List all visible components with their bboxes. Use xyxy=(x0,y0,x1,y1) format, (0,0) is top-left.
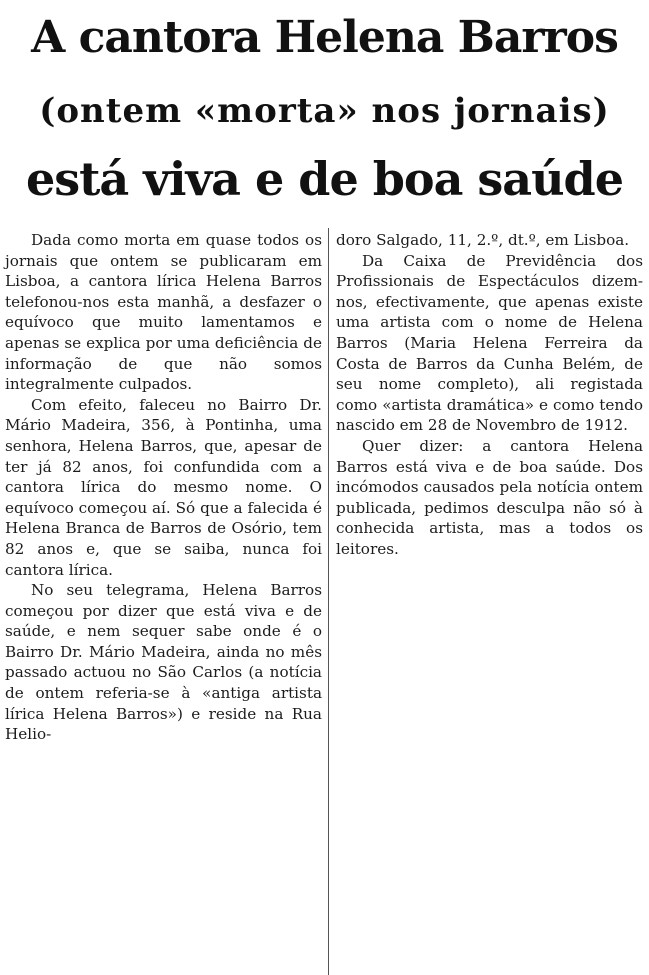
paragraph-5: Quer dizer: a cantora Helena Barros está viva e de boa saúde. Dos incómodos causados pela notícia ontem publicada, pedimos desculpa não só à conhecida artista, mas a todos os leitores. xyxy=(336,436,643,558)
paragraph-4: Da Caixa de Previdência dos Profissionais de Espectáculos dizem-nos, efectivamente, que apenas existe uma artista com o nome de Helena Barros (Maria Helena Ferreira da Costa de Barros da Cunha Belém, de seu nome completo), ali registada como «artista dramática» e como tendo nascido em 28 de Novembro de 1912. xyxy=(336,251,643,435)
headline-line-3: está viva e de boa saúde xyxy=(26,152,623,206)
article-right-column xyxy=(336,230,643,560)
paragraph-3-continued: doro Salgado, 11, 2.º, dt.º, em Lisboa. xyxy=(336,231,630,249)
headline-line-2: (ontem «morta» nos jornais) xyxy=(39,91,610,131)
paragraph-3: No seu telegrama, Helena Barros começou por dizer que está viva e de saúde, e nem sequer sabe onde é o Bairro Dr. Mário Madeira, ainda no mês passado actuou no São Carlos (a notícia de ontem referia-se à «antiga artista lírica Helena Barros») e reside na Rua Helio- xyxy=(5,581,322,744)
paragraph-1: Dada como morta em quase todos os jornais que ontem se publicaram em Lisboa, a cantora lírica Helena Barros telefonou-nos esta manhã, a desfazer o equívoco que muito lamentamos e apenas se explica por uma deficiência de informação de que não somos integralmente culpados. xyxy=(5,231,322,394)
article-left-column xyxy=(5,230,322,745)
headline-line-1: A cantora Helena Barros xyxy=(31,12,618,63)
paragraph-2: Com efeito, faleceu no Bairro Dr. Mário Madeira, 356, à Pontinha, uma senhora, Helena Barros, que, apesar de ter já 82 anos, foi confundida com a cantora lírica do mesmo nome. O equívoco começou aí. Só que a falecida é Helena Branca de Barros de Osório, tem 82 anos e, que se saiba, nunca foi cantora lírica. xyxy=(5,395,322,579)
column-divider xyxy=(328,228,329,975)
